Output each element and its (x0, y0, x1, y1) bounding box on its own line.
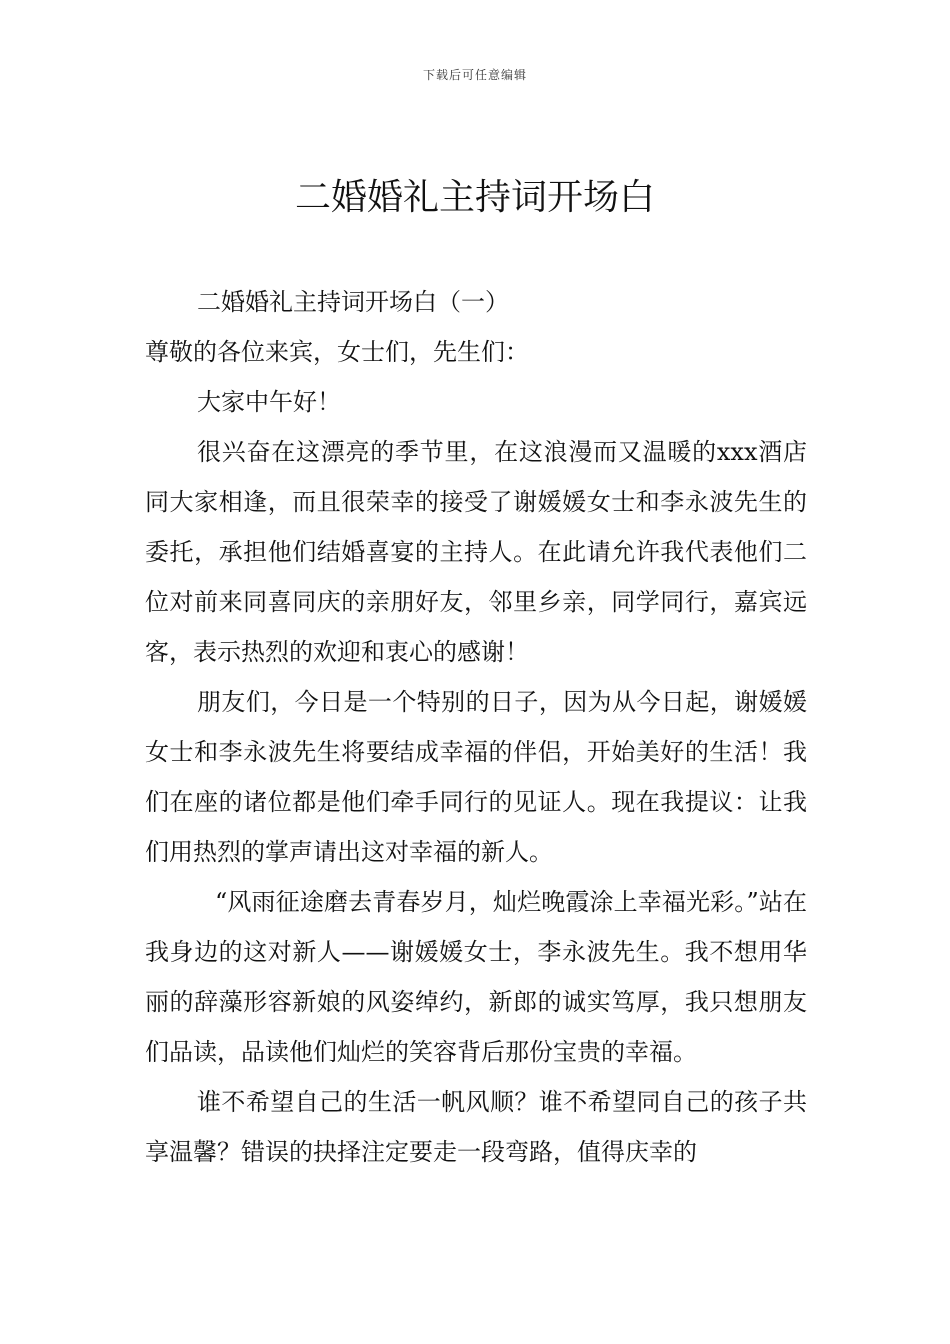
body-paragraph: 很兴奋在这漂亮的季节里，在这浪漫而又温暖的xxx酒店同大家相逢，而且很荣幸的接受了谢媛媛女士和李永波先生的委托，承担他们结婚喜宴的主持人。在此请允许我代表他们二位对前来同喜同庆的亲朋好友，邻里乡亲，同学同行，嘉宾远客，表示热烈的欢迎和衷心的感谢！ (145, 438, 807, 666)
body-paragraph: “风雨征途磨去青春岁月，灿烂晚霞涂上幸福光彩。”站在我身边的这对新人——谢媛媛女士，李永波先生。我不想用华丽的辞藻形容新娘的风姿绰约，新郎的诚实笃厚，我只想朋友们品读，品读他们灿烂的笑容背后那份宝贵的幸福。 (145, 888, 807, 1066)
body-paragraph: 谁不希望自己的生活一帆风顺？谁不希望同自己的孩子共享温馨？错误的抉择注定要走一段弯路，值得庆幸的 (145, 1088, 807, 1166)
greeting: 大家中午好！ (197, 388, 341, 416)
section-heading: 二婚婚礼主持词开场白（一） (197, 288, 509, 316)
salutation: 尊敬的各位来宾，女士们，先生们： (145, 338, 529, 366)
body-paragraph: 朋友们，今日是一个特别的日子，因为从今日起，谢媛媛女士和李永波先生将要结成幸福的伴侣，开始美好的生活！我们在座的诸位都是他们牵手同行的见证人。现在我提议：让我们用热烈的掌声请出这对幸福的新人。 (145, 688, 807, 866)
document-title: 二婚婚礼主持词开场白 (294, 177, 655, 218)
document-body (145, 277, 807, 1177)
header-note: 下载后可任意编辑 (422, 68, 527, 82)
